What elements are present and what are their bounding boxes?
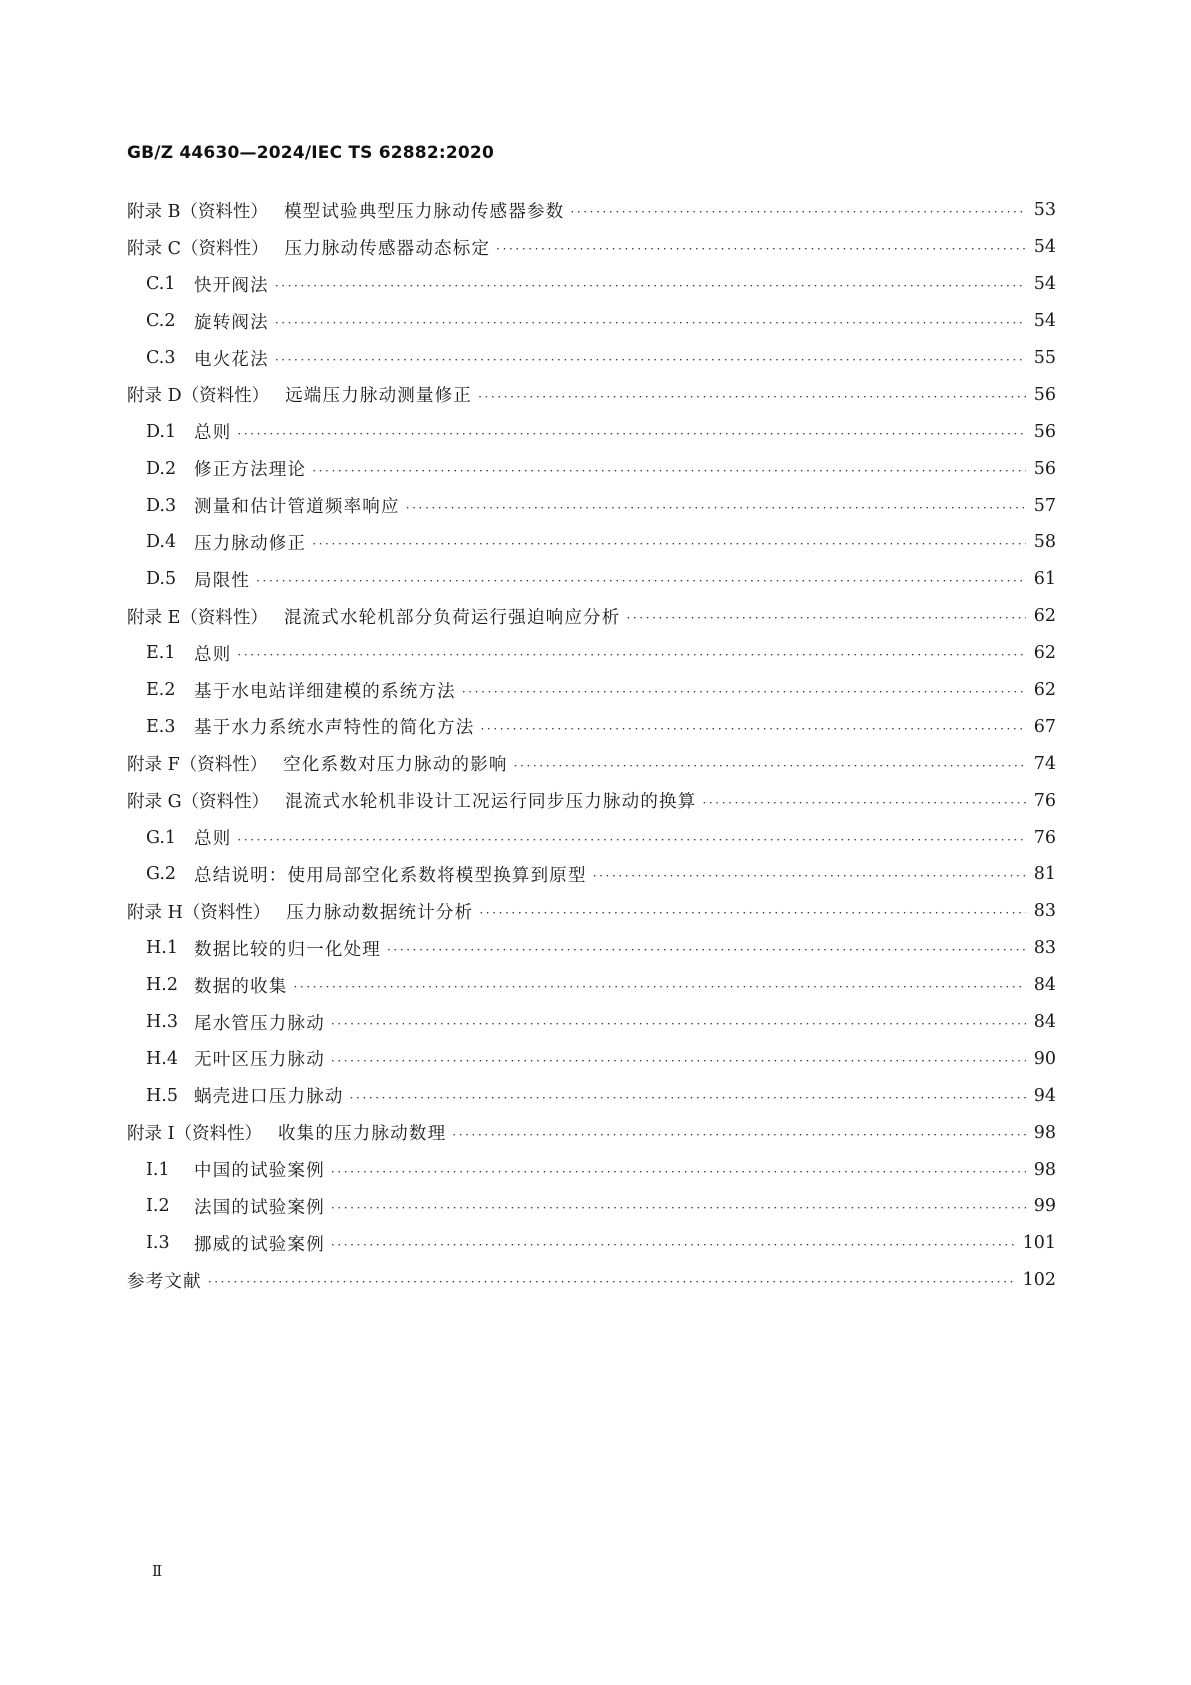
toc-entry-page-number: 58 [1033,532,1056,553]
toc-entry[interactable] [127,229,1056,266]
toc-entry-prefix: I.2 [146,1196,170,1217]
toc-entry-page-number: 90 [1033,1048,1056,1069]
toc-dot-leader [387,944,1026,956]
toc-entry-page-number: 55 [1033,348,1056,368]
toc-entry[interactable] [127,192,1056,229]
toc-entry-prefix: I.3 [146,1233,170,1254]
toc-entry-title: 总则 [194,423,232,444]
toc-entry-prefix: 附录 G（资料性） [127,792,270,813]
toc-dot-leader [312,538,1026,550]
toc-entry-title: 无叶区压力脉动 [194,1050,325,1071]
toc-entry-prefix: D.4 [146,532,177,553]
toc-entry-title: 尾水管压力脉动 [194,1013,325,1034]
toc-dot-leader [275,280,1026,292]
toc-dot-leader [331,1018,1026,1030]
toc-entry-page-number: 62 [1033,680,1056,701]
toc-entry[interactable] [127,1262,1056,1299]
toc-entry-title: 压力脉动修正 [194,533,307,554]
toc-entry-prefix: E.2 [146,680,176,701]
toc-entry[interactable] [127,967,1056,1004]
toc-entry[interactable] [127,450,1056,487]
toc-entry-title: 模型试验典型压力脉动传感器参数 [283,201,565,222]
toc-entry-title: 基于水力系统水声特性的简化方法 [194,718,475,739]
toc-dot-leader [702,797,1026,809]
toc-dot-leader [496,243,1026,255]
toc-entry[interactable] [127,1225,1056,1262]
toc-entry-page-number: 53 [1033,200,1056,221]
toc-entry-title: 远端压力脉动测量修正 [285,386,473,407]
toc-dot-leader [331,1202,1026,1214]
toc-entry-page-number: 74 [1033,753,1056,774]
toc-dot-leader [331,1166,1026,1178]
toc-entry-title: 局限性 [194,570,251,591]
toc-entry[interactable] [127,1004,1056,1041]
toc-dot-leader [478,391,1026,403]
document-standard-code: GB/Z 44630—2024/IEC TS 62882:2020 [127,143,494,163]
toc-entry-title: 压力脉动传感器动态标定 [284,238,491,259]
toc-entry-prefix: E.3 [146,716,176,737]
toc-entry-prefix: 附录 H（资料性） [127,902,271,923]
toc-entry-page-number: 61 [1033,569,1056,590]
toc-entry-title: 法国的试验案例 [194,1197,325,1218]
toc-entry-page-number: 84 [1033,975,1056,996]
toc-entry[interactable] [127,266,1056,303]
toc-entry-title: 蜗壳进口压力脉动 [194,1087,344,1108]
toc-entry-page-number: 81 [1033,864,1056,885]
toc-entry-page-number: 99 [1033,1196,1056,1217]
toc-entry-title: 旋转阀法 [194,312,269,333]
toc-entry-prefix: D.2 [146,458,177,479]
toc-entry-title: 总则 [194,829,232,850]
toc-entry-prefix: 附录 D（资料性） [127,386,270,407]
toc-entry-prefix: H.1 [146,938,178,959]
toc-entry-prefix: D.1 [146,421,177,442]
toc-entry[interactable] [127,745,1056,782]
toc-entry[interactable] [127,598,1056,635]
toc-dot-leader [275,354,1026,366]
toc-entry-page-number: 76 [1033,827,1056,848]
toc-entry-prefix: E.1 [146,643,176,664]
toc-entry-prefix: 附录 C（资料性） [127,238,269,259]
toc-entry-prefix: G.1 [146,827,177,848]
toc-entry[interactable] [127,376,1056,413]
toc-dot-leader [237,834,1026,846]
toc-dot-leader [331,1239,1017,1251]
toc-entry[interactable] [127,930,1056,967]
toc-entry-prefix: 附录 F（资料性） [127,755,268,776]
toc-entry-page-number: 83 [1033,938,1056,959]
toc-entry[interactable] [127,1040,1056,1077]
toc-entry-title: 空化系数对压力脉动的影响 [283,755,508,776]
toc-dot-leader [256,575,1026,587]
toc-entry-page-number: 62 [1033,643,1056,664]
toc-entry-title: 混流式水轮机非设计工况运行同步压力脉动的换算 [285,792,697,813]
toc-entry-prefix: G.2 [146,864,177,885]
toc-entry-title: 压力脉动数据统计分析 [286,902,474,923]
toc-entry-page-number: 54 [1033,311,1056,332]
toc-entry[interactable] [127,340,1056,377]
toc-entry[interactable] [127,561,1056,598]
toc-entry[interactable] [127,1114,1056,1151]
toc-entry[interactable] [127,893,1056,930]
toc-entry-page-number: 56 [1033,384,1056,405]
toc-entry[interactable] [127,635,1056,672]
toc-entry-prefix: C.2 [146,311,176,332]
toc-entry-prefix: I.1 [146,1159,170,1180]
toc-entry[interactable] [127,708,1056,745]
toc-entry-page-number: 98 [1033,1159,1056,1180]
toc-dot-leader [350,1092,1026,1104]
toc-entry-title: 挪威的试验案例 [194,1234,325,1255]
toc-entry-title: 测量和估计管道频率响应 [194,497,400,518]
table-of-contents [127,192,1056,1299]
toc-entry[interactable] [127,1188,1056,1225]
toc-entry[interactable] [127,524,1056,561]
toc-entry-title: 数据的收集 [194,976,288,997]
toc-entry-page-number: 98 [1033,1122,1056,1143]
toc-entry-prefix: 附录 B（资料性） [127,201,268,222]
toc-dot-leader [479,907,1026,919]
toc-dot-leader [462,686,1026,698]
toc-entry-title: 混流式水轮机部分负荷运行强迫响应分析 [283,607,621,628]
toc-entry-page-number: 67 [1033,716,1056,737]
toc-dot-leader [452,1129,1026,1141]
toc-dot-leader [237,649,1026,661]
toc-entry-title: 收集的压力脉动数理 [277,1124,447,1145]
toc-dot-leader [312,465,1026,477]
toc-dot-leader [514,760,1026,772]
toc-entry-prefix: C.1 [146,274,176,295]
toc-entry-page-number: 62 [1033,606,1056,627]
page-number: Ⅱ [152,1562,163,1580]
toc-entry[interactable] [127,672,1056,709]
toc-entry-prefix: D.5 [146,569,177,590]
toc-dot-leader [406,502,1026,514]
toc-entry[interactable] [127,413,1056,450]
toc-entry[interactable] [127,1077,1056,1114]
toc-dot-leader [626,612,1026,624]
toc-dot-leader [481,723,1027,735]
toc-entry-title: 数据比较的归一化处理 [194,939,381,960]
toc-entry-page-number: 76 [1033,790,1056,811]
toc-dot-leader [570,206,1026,218]
toc-entry-page-number: 83 [1033,901,1056,922]
toc-entry-title: 基于水电站详细建模的系统方法 [194,681,456,702]
toc-entry-page-number: 84 [1033,1012,1056,1033]
toc-entry-page-number: 56 [1033,421,1056,442]
toc-dot-leader [237,428,1026,440]
toc-entry-page-number: 54 [1033,237,1056,258]
toc-entry[interactable] [127,303,1056,340]
toc-dot-leader [331,1055,1026,1067]
toc-entry-title: 总则 [194,644,232,665]
toc-entry-title: 总结说明：使用局部空化系数将模型换算到原型 [194,865,587,886]
toc-entry-title: 快开阀法 [194,275,269,296]
toc-entry-title: 中国的试验案例 [194,1161,325,1182]
toc-entry-page-number: 57 [1033,495,1056,516]
toc-entry-page-number: 56 [1033,458,1056,479]
toc-dot-leader [294,981,1027,993]
toc-dot-leader [208,1276,1017,1288]
toc-entry[interactable] [127,856,1056,893]
toc-entry-prefix: C.3 [146,348,176,368]
toc-entry-prefix: H.4 [146,1048,178,1069]
toc-entry-prefix: H.3 [146,1012,178,1033]
toc-entry-page-number: 101 [1022,1233,1056,1254]
toc-dot-leader [275,317,1026,329]
toc-entry-prefix: H.5 [146,1085,178,1106]
toc-entry-prefix: D.3 [146,495,177,516]
toc-entry[interactable] [127,1151,1056,1188]
toc-entry-title: 修正方法理论 [194,460,307,481]
toc-entry[interactable] [127,487,1056,524]
toc-entry-page-number: 94 [1033,1085,1056,1106]
toc-entry[interactable] [127,782,1056,819]
toc-entry-prefix: H.2 [146,975,178,996]
toc-entry-title: 电火花法 [194,349,269,370]
toc-entry-prefix: 附录 E（资料性） [127,607,268,628]
toc-dot-leader [593,870,1026,882]
toc-entry-page-number: 54 [1033,274,1056,295]
toc-entry[interactable] [127,819,1056,856]
toc-entry-page-number: 102 [1022,1270,1056,1291]
toc-entry-prefix: 附录 I（资料性） [127,1124,262,1145]
toc-entry-title: 参考文献 [127,1271,202,1292]
